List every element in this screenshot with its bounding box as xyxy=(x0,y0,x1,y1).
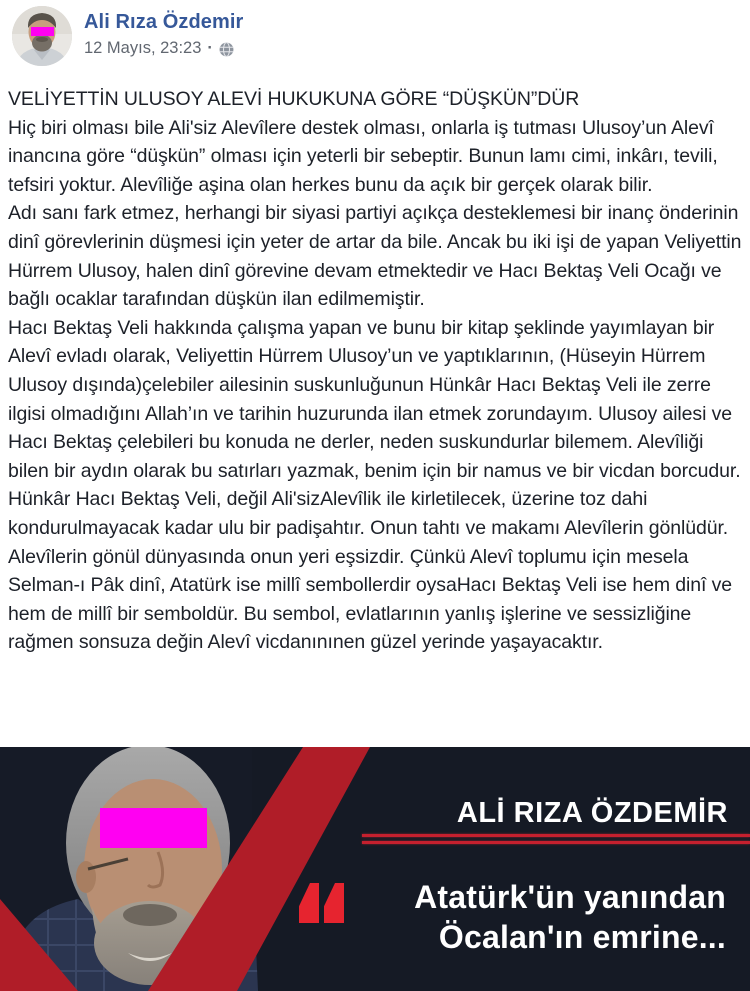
censor-bar xyxy=(31,27,54,36)
post-meta xyxy=(84,39,234,58)
post-body xyxy=(8,85,745,657)
quote-icon xyxy=(299,883,344,923)
post-timestamp[interactable]: 12 Mayıs, 23:23 xyxy=(84,39,202,57)
post-image[interactable] xyxy=(0,747,750,991)
banner-title: ALİ RIZA ÖZDEMİR xyxy=(456,797,728,829)
censor-bar xyxy=(100,808,207,848)
avatar-photo xyxy=(12,6,72,66)
banner-quote-line2: Öcalan'ın emrine... xyxy=(438,919,726,955)
banner-quote-line1: Atatürk'ün yanından xyxy=(414,879,726,915)
author-name[interactable]: Ali Rıza Özdemir xyxy=(84,11,244,33)
double-red-line xyxy=(362,834,750,848)
post-paragraph: Hiç biri olması bile Ali'siz Alevîlere destek olması, onlarla iş tutması Ulusoy’un Alevî inancına göre “düşkün” olması için yeterli bir sebeptir. Bunun lamı cimi, inkârı, tevili, tefsiri yoktur. Alevîliğe aşina olan herkes bunu da açık bir gerçek olarak bilir. xyxy=(8,116,718,196)
avatar[interactable] xyxy=(12,6,72,66)
post-paragraph: VELİYETTİN ULUSOY ALEVİ HUKUKUNA GÖRE “DÜŞKÜN”DÜR xyxy=(8,88,580,110)
post-paragraph: Adı sanı fark etmez, herhangi bir siyasi partiyi açıkça desteklemesi bir inanç önderinin dinî görevlerinin düşmesi için yeter de artar da bile. Ancak bu iki işi de yapan Veliyettin Hürrem Ulusoy, halen dinî görevine devam etmektedir ve Hacı Bektaş Veli Ocağı ve bağlı ocaklar tarafından düşkün ilan edilmemiştir. xyxy=(8,202,742,311)
post-paragraph: Hünkâr Hacı Bektaş Veli, değil Ali'sizAlevîlik ile kirletilecek, üzerine toz dahi kondurulmayacak kadar ulu bir padişahtır. Onun tahtı ve makamı Alevîlerin gönlüdür. Alevîlerin gönül dünyasında onun yeri eşsizdir. Çünkü Alevî toplumu için mesela Selman-ı Pâk dinî, Atatürk ise millî sembollerdir oysaHacı Bektaş Veli ise hem dinî ve hem de millî bir semboldür. Bu sembol, evlatlarının yanlış işlerine ve sessizliğine rağmen sonsuza değin Alevî vicdanınınen güzel yerinde yaşayacaktır. xyxy=(8,488,733,654)
banner-quote xyxy=(414,877,726,957)
post-paragraph: Hacı Bektaş Veli hakkında çalışma yapan ve bunu bir kitap şeklinde yayımlayan bir Alevî evladı olarak, Veliyettin Hürrem Ulusoy’un ve yaptıklarının, (Hüseyin Hürrem Ulusoy dışında)çelebiler ailesinin suskunluğunun Hünkâr Hacı Bektaş Veli ile zerre ilgisi olmadığını Allah’ın ve tarihin huzurunda ilan etmek zorundayım. Ulusoy ailesi ve Hacı Bektaş çelebileri bu konuda ne derler, neden suskundurlar bilemem. Alevîliği bilen bir aydın olarak bu satırları yazmak, benim için bir namus ve bir vicdan borcudur. xyxy=(8,316,741,482)
globe-icon xyxy=(219,42,234,57)
meta-separator: · xyxy=(207,39,213,57)
